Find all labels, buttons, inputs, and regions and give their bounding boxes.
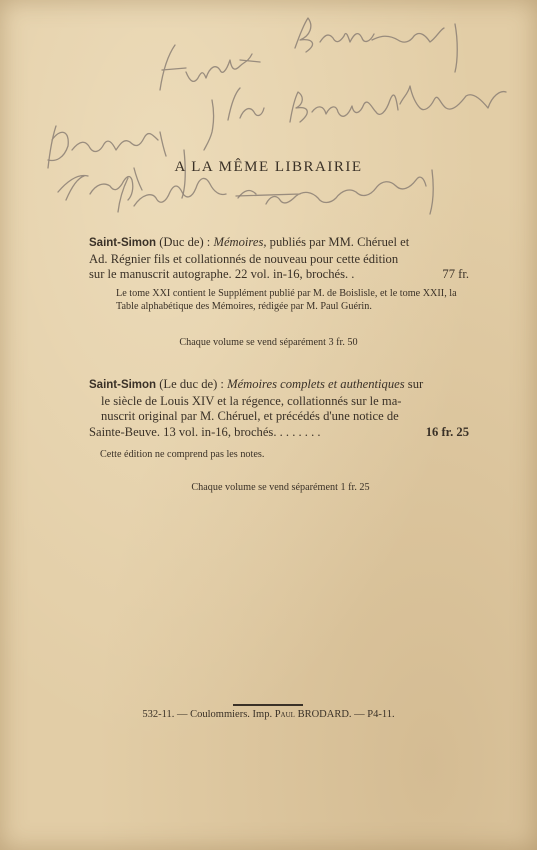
entry-line <box>89 235 469 252</box>
entry-line <box>89 425 469 441</box>
catalog-entry-2 <box>89 377 469 440</box>
entry-text: sur <box>404 377 424 391</box>
entry-text: Ad. Régnier fils et collationnés de nouveau pour cette édition <box>89 251 399 266</box>
entry-2-volume-price: Chaque volume se vend séparément 1 fr. 25 <box>191 482 370 493</box>
entry-price: 77 fr. <box>442 267 469 282</box>
printer-footer <box>0 709 537 720</box>
handwriting-funck <box>160 45 260 90</box>
entry-1-volume-price: Chaque volume se vend séparément 3 fr. 50 <box>179 337 358 348</box>
entry-text: sur le manuscrit autographe. 22 vol. in-16, brochés. . <box>89 267 355 282</box>
entry-line <box>89 267 469 283</box>
entry-line <box>89 377 469 394</box>
entry-price: 16 fr. 25 <box>425 424 469 439</box>
handwriting-branvilliers <box>228 86 506 122</box>
entry-title: Mémoires complets et authentiques <box>227 377 405 391</box>
footer-rule <box>233 704 303 706</box>
entry-1-note: Le tome XXI contient le Supplément publié par M. de Boislisle, et le tome XXII, la Table alphabétique des Mémoires, rédigée par M. Paul Guérin. <box>116 288 457 313</box>
entry-text: nuscrit original par M. Chéruel, et précédés d'une notice de <box>101 409 399 424</box>
entry-2-note: Cette édition ne comprend pas les notes. <box>100 449 265 460</box>
entry-author: Saint-Simon <box>89 237 157 249</box>
handwriting-brentano <box>295 18 457 72</box>
entry-line <box>89 394 469 410</box>
entry-author: Saint-Simon <box>89 379 157 391</box>
entry-text: Sainte-Beuve. 13 vol. in-16, brochés. . . . . . . . <box>89 424 321 439</box>
entry-line <box>89 409 469 425</box>
entry-title: Mémoires, <box>213 235 267 249</box>
handwriting-mercure <box>236 170 433 214</box>
entry-text: publiés par MM. Chéruel et <box>266 235 410 249</box>
handwritten-annotations <box>0 0 537 260</box>
footer-printer-name: Paul <box>274 709 295 720</box>
footer-text: BRODARD. — P4-11. <box>294 709 395 720</box>
entry-text: (Duc de) : <box>156 235 214 249</box>
catalog-heading: A LA MÊME LIBRAIRIE <box>174 159 363 175</box>
entry-text: (Le duc de) : <box>156 377 228 391</box>
entry-text: le siècle de Louis XIV et la régence, collationnés sur le ma- <box>101 393 402 408</box>
catalog-entry-1 <box>89 235 469 283</box>
footer-text: 532-11. — Coulommiers. Imp. <box>142 709 275 720</box>
entry-line <box>89 252 469 268</box>
